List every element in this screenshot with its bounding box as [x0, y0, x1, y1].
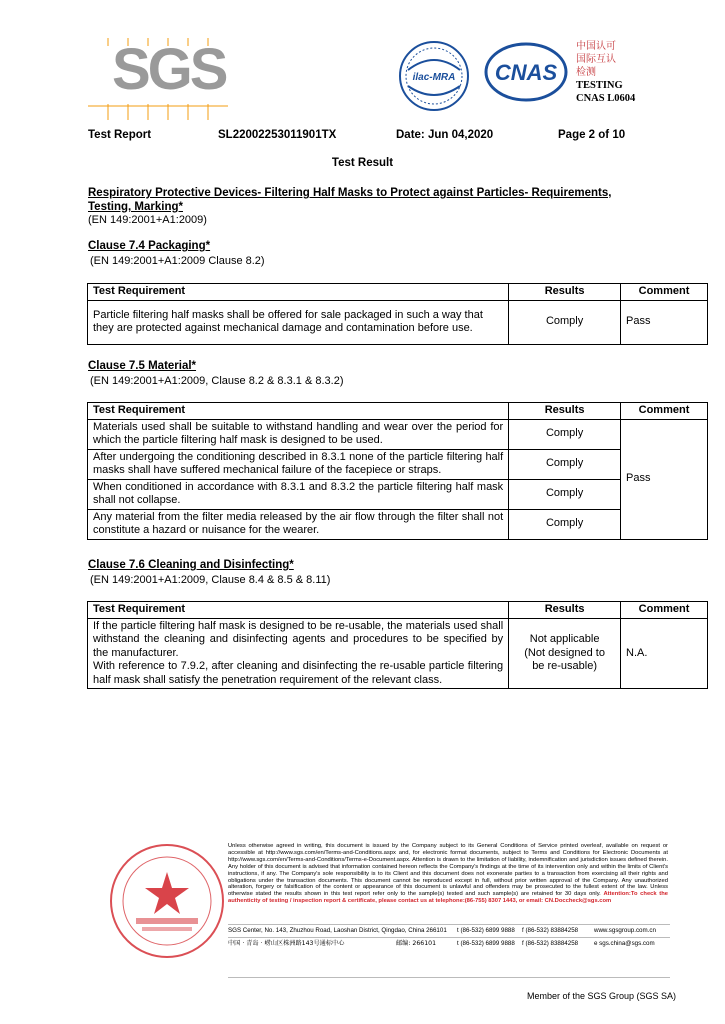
- result-cell: Comply: [509, 419, 621, 449]
- requirement-cell: After undergoing the conditioning described in 8.3.1 none of the particle filtering half masks shall have suffered mechanical failure of the facepiece or straps.: [88, 449, 509, 479]
- requirement-cell: Particle filtering half masks shall be offered for sale packaged in such a way that they are protected against mechanical damage and contamination before use.: [88, 300, 509, 344]
- clause-7-6-title: Clause 7.6 Cleaning and Disinfecting*: [88, 559, 294, 571]
- header-test-requirement: Test Requirement: [88, 602, 509, 619]
- clause-7-4-title: Clause 7.4 Packaging*: [88, 240, 211, 252]
- result-cell: Comply: [509, 509, 621, 539]
- clause-7-5-ref: (EN 149:2001+A1:2009, Clause 8.2 & 8.3.1 & 8.3.2): [90, 375, 344, 387]
- header-comment: Comment: [621, 284, 708, 301]
- fax-1: f (86-532) 83884258: [522, 927, 579, 934]
- requirement-text-1: If the particle filtering half mask is designed to be re-usable, the materials used shall withstand the cleaning and disinfecting agents and procedures to be specified by the manufacturer.: [93, 619, 504, 659]
- requirement-cell: When conditioned in accordance with 8.3.1 and 8.3.2 the particle filtering half mask shall not collapse.: [88, 479, 509, 509]
- comment-cell: Pass: [621, 419, 708, 539]
- clause-7-4-ref: (EN 149:2001+A1:2009 Clause 8.2): [90, 255, 265, 267]
- cnas-line-4: TESTING: [576, 80, 623, 91]
- result-cell: Comply: [509, 300, 621, 344]
- cnas-label: CNAS: [494, 60, 558, 85]
- header-results: Results: [509, 403, 621, 420]
- page-indicator: Page 2 of 10: [558, 129, 626, 141]
- cnas-accreditation-text: [576, 40, 635, 105]
- address-en: SGS Center, No. 143, Zhuzhou Road, Laoshan District, Qingdao, China 266101: [228, 927, 447, 934]
- result-line-2: (Not designed to: [524, 646, 605, 659]
- footer-divider: [228, 977, 670, 978]
- disclaimer-body: Unless otherwise agreed in writing, this document is issued by the Company subject to its General Conditions of Service printed overleaf, available on request or accessible at http://www.sgs.com/en/Terms-and-Conditions.aspx and, for electronic format documents, subject to Terms and Conditions for Electronic Documents at http://www.sgs.com/en/Terms-and-Conditions/Terms-e-Document.aspx. Attention is drawn to the limitation of liability, indemnification and jurisdiction issues defined therein. Any holder of this document is advised that information contained hereon reflects the Company's findings at the time of its intervention only and within the limits of Client's instructions, if any. The Company's sole responsibility is to its Client and this document does not exonerate parties to a transaction from exercising all their rights and obligations under the transaction documents. This document cannot be reproduced except in full, without prior written approval of the Company. Any unauthorized alteration, forgery or falsification of the content or appearance of this document is unlawful and offenders may be prosecuted to the fullest extent of the law. Unless otherwise stated the results shown in this test report refer only to the sample(s) tested and such sample(s) are retained for 30 days only.: [228, 843, 668, 898]
- header-test-requirement: Test Requirement: [88, 403, 509, 420]
- disclaimer-text: [228, 843, 668, 905]
- result-line-1: Not applicable: [529, 633, 600, 645]
- header-comment: Comment: [621, 602, 708, 619]
- footer-divider: [228, 924, 670, 925]
- result-cell: Comply: [509, 479, 621, 509]
- result-cell: Comply: [509, 449, 621, 479]
- cnas-line-3: 检测: [576, 67, 596, 78]
- phone-1: t (86-532) 6899 9888: [457, 927, 515, 934]
- table-row: [88, 300, 708, 344]
- report-number: SL22002253011901TX: [218, 129, 337, 141]
- result-cell: [509, 618, 621, 689]
- clause-7-4-table: [87, 283, 708, 345]
- table-row: [88, 509, 708, 539]
- ilac-mra-logo: [398, 40, 470, 112]
- email[interactable]: e sgs.china@sgs.com: [594, 940, 655, 947]
- header-results: Results: [509, 284, 621, 301]
- clause-7-5-title: Clause 7.5 Material*: [88, 360, 197, 372]
- table-row: [88, 449, 708, 479]
- result-line-3: be re-usable): [532, 660, 598, 672]
- table-row: [88, 479, 708, 509]
- table-header-row: [88, 284, 708, 301]
- website[interactable]: www.sgsgroup.com.cn: [594, 927, 656, 934]
- header-results: Results: [509, 602, 621, 619]
- phone-2: t (86-532) 6899 9888: [457, 940, 515, 947]
- cnas-line-5: CNAS L0604: [576, 93, 636, 104]
- requirement-text-2: With reference to 7.9.2, after cleaning and disinfecting the re-usable particle filtering half mask shall satisfy the penetration requirement of the relevant class.: [93, 660, 504, 686]
- requirement-cell: Any material from the filter media released by the air flow through the filter shall not constitute a hazard or nuisance for the wearer.: [88, 509, 509, 539]
- postcode: 邮编: 266101: [396, 940, 437, 947]
- ilac-label: ilac-MRA: [412, 72, 456, 83]
- table-header-row: [88, 403, 708, 420]
- cnas-logo: [484, 42, 568, 102]
- report-label: Test Report: [88, 129, 152, 141]
- table-row: [88, 419, 708, 449]
- comment-cell: N.A.: [621, 618, 708, 689]
- fax-2: f (86-532) 83884258: [522, 940, 579, 947]
- cnas-line-1: 中国认可: [576, 41, 616, 52]
- report-date: Date: Jun 04,2020: [396, 129, 494, 141]
- requirement-cell: [88, 618, 509, 689]
- sgs-logo-text: SGS: [112, 37, 226, 102]
- cnas-line-2: 国际互认: [576, 54, 616, 65]
- authenticity-notice: Attention:To check the authenticity of testing / inspection report & certificate, please contact us at telephone:(86-755) 8307 1443, or email: CN.Doccheck@sgs.com: [228, 891, 668, 905]
- clause-7-5-table: [87, 402, 708, 540]
- table-row: [88, 618, 708, 689]
- header-test-requirement: Test Requirement: [88, 284, 509, 301]
- comment-cell: Pass: [621, 300, 708, 344]
- member-of-sgs-group: Member of the SGS Group (SGS SA): [527, 991, 677, 1001]
- footer-divider: [228, 937, 670, 938]
- header-comment: Comment: [621, 403, 708, 420]
- requirement-cell: Materials used shall be suitable to withstand handling and wear over the period for which the particle filtering half mask is designed to be used.: [88, 419, 509, 449]
- section-title: Test Result: [331, 157, 394, 169]
- address-cn: 中国 · 青岛 · 崂山区株洲路143号通标中心: [228, 940, 345, 947]
- standard-title: Respiratory Protective Devices- Filtering Half Masks to Protect against Particles- Requirements, Testing, Marking*: [88, 187, 612, 213]
- inspection-seal-stamp: [108, 842, 226, 960]
- clause-7-6-ref: (EN 149:2001+A1:2009, Clause 8.4 & 8.5 & 8.11): [90, 574, 331, 586]
- clause-7-6-table: [87, 601, 708, 689]
- table-header-row: [88, 602, 708, 619]
- standard-ref: (EN 149:2001+A1:2009): [88, 214, 207, 226]
